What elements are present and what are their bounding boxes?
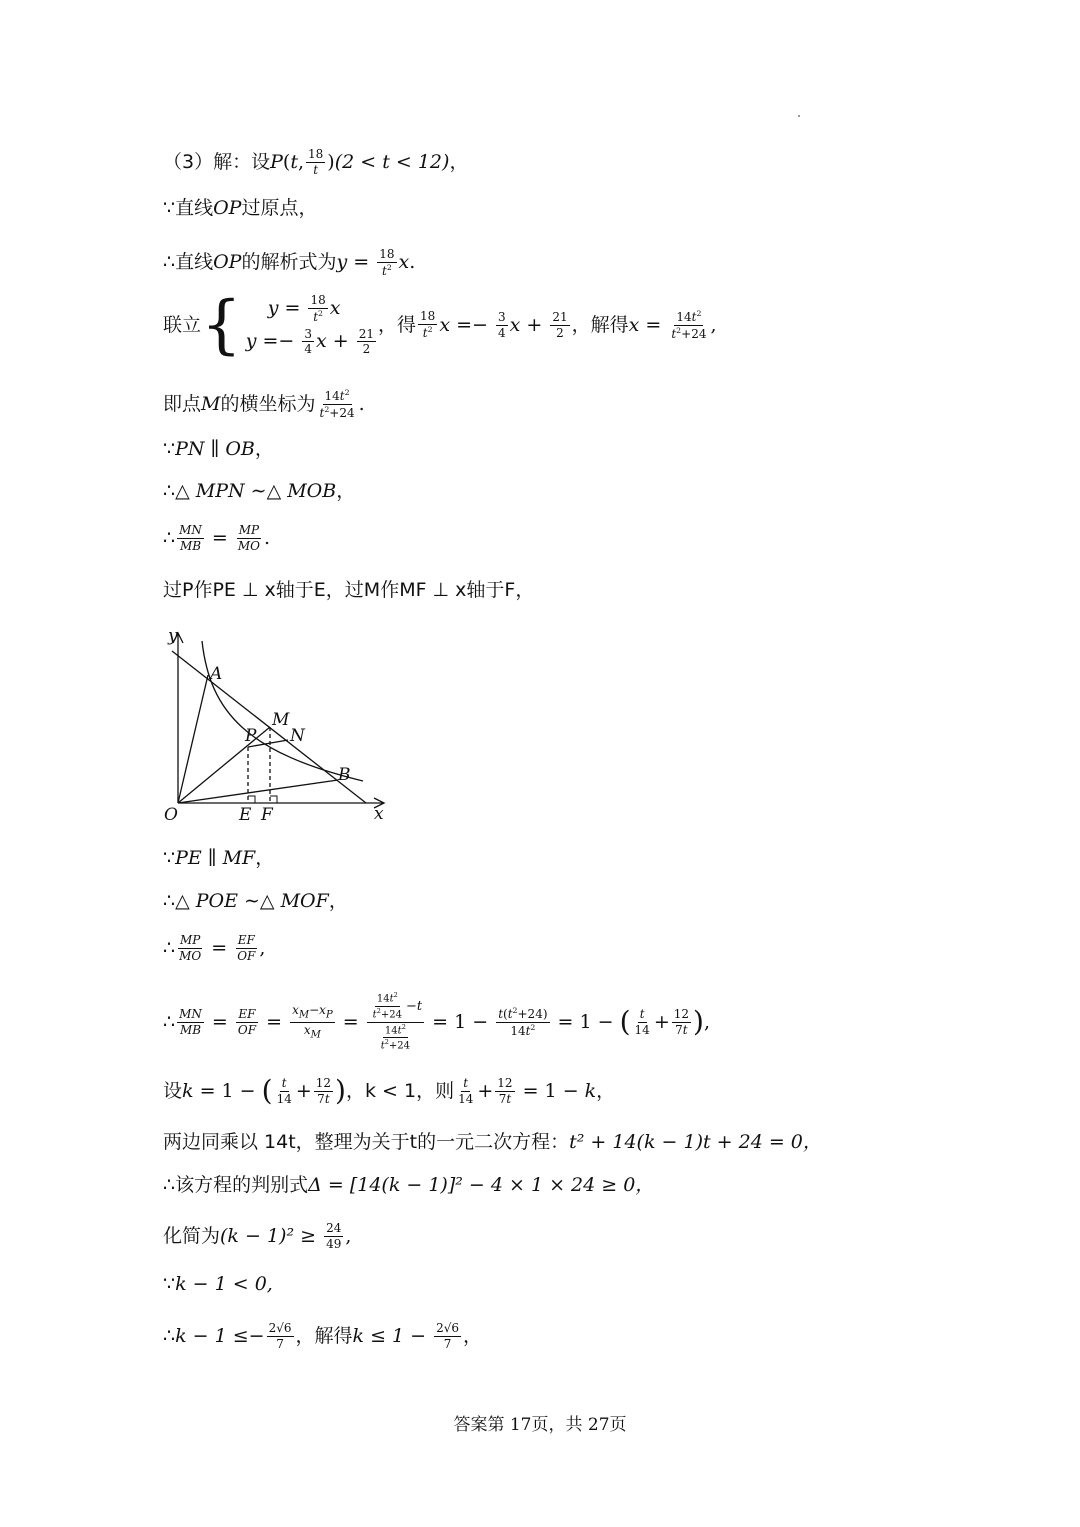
line-op-equation: ∴ 直线 OP 的解析式为 y = $\frac{18}{t^2}$ x . [163, 247, 416, 278]
label-o: O [164, 805, 178, 825]
segment-oa [178, 675, 208, 803]
label-e: E [239, 805, 252, 825]
line-similar-1: ∴ △ MPN ∼△ MOB ， [163, 480, 356, 502]
right-angle-e [248, 796, 255, 803]
page-speck [798, 115, 800, 117]
line-discriminant: ∴ 该方程的判别式 Δ = [14(k − 1)]² − 4 × 1 × 24 ≥ 0， [163, 1174, 655, 1196]
label-a: A [210, 664, 223, 684]
line-set-k: 设 k = 1 − ( $\frac{t}{14}$ + $\frac{12}{7t}$ ) ，k < 1，则 $\frac{t}{14}$ + $\frac{12}{7t}$ = 1 − k ， [163, 1074, 616, 1108]
condition-range: (2 < t < 12) [334, 150, 450, 173]
label-x: x [374, 804, 384, 824]
line-simplify: 化简为 (k − 1)² ≥ $\frac{24}{49}$ , [163, 1221, 352, 1251]
geometry-figure [158, 623, 398, 828]
line-k-result: ∴ k − 1 ≤− $\frac{2√6}{7}$ ，解得 k ≤ 1 − $\frac{2√6}{7}$ ， [163, 1321, 483, 1351]
text-set-p: （3）解：设 [163, 150, 271, 173]
line-m-abscissa: 即点 M 的横坐标为 $\frac{14t^2}{t^2+24}$ . [163, 388, 365, 420]
label-b: B [338, 765, 351, 785]
line-k-negative: ∵ k − 1 < 0, [163, 1273, 273, 1295]
line-ratio-2: ∴ $\frac{MP}{MO}$ = $\frac{EF}{OF}$ , [163, 933, 266, 963]
line-pn-parallel: ∵ PN ∥ OB ， [163, 438, 274, 460]
line-ratio-1: ∴ $\frac{MN}{MB}$ = $\frac{MP}{MO}$ . [163, 523, 271, 553]
right-angle-f [270, 796, 277, 803]
line-pe-parallel: ∵ PE ∥ MF ， [163, 847, 275, 869]
label-n: N [290, 726, 305, 746]
line-set-p: （3）解：设 P ( t , $\frac{18}{t}$ ) (2 < t < 12) ， [163, 147, 469, 177]
label-p: P [245, 726, 257, 746]
line-similar-2: ∴ △ POE ∼△ MOF ， [163, 890, 348, 912]
line-ratio-chain: ∴ $\frac{MN}{MB}$ = $\frac{EF}{OF}$ = $\frac{x_M-x_P}{x_M}$ = $\frac{14t^2}{t^2+24}$ −t $\frac{14t^2}{t^2+24}$ = 1 − $\frac{t(t^2+24)}{14t^2}$ = 1 − ( $\frac{t}{14}$ + $\frac{12}{7t}$ ) , [163, 991, 711, 1052]
label-y: y [168, 626, 178, 646]
line-perpendiculars: 过P作PE ⊥ x轴于E，过M作MF ⊥ x轴于F， [163, 579, 535, 601]
line-system: 联立 { y = $\frac{18}{t^2}$ x y =− $\frac{3}{4}$ x + $\frac{21}{2}$ ，得 $\frac{18}{t^2}$ x =− $\frac{3}{4}$ x + $\frac{21}{2}$ ，解得 x = $\frac{14t^2}{t^2+24}$ , [163, 288, 717, 362]
line-op-origin: ∵ 直线 OP 过原点， [163, 197, 318, 219]
line-quadratic: 两边同乘以 14t，整理为关于t的一元二次方程： t² + 14(k − 1)t + 24 = 0， [163, 1131, 822, 1153]
page-footer: 答案第 17页，共 27页 [453, 1415, 627, 1435]
label-f: F [261, 805, 273, 825]
label-m: M [272, 710, 290, 730]
